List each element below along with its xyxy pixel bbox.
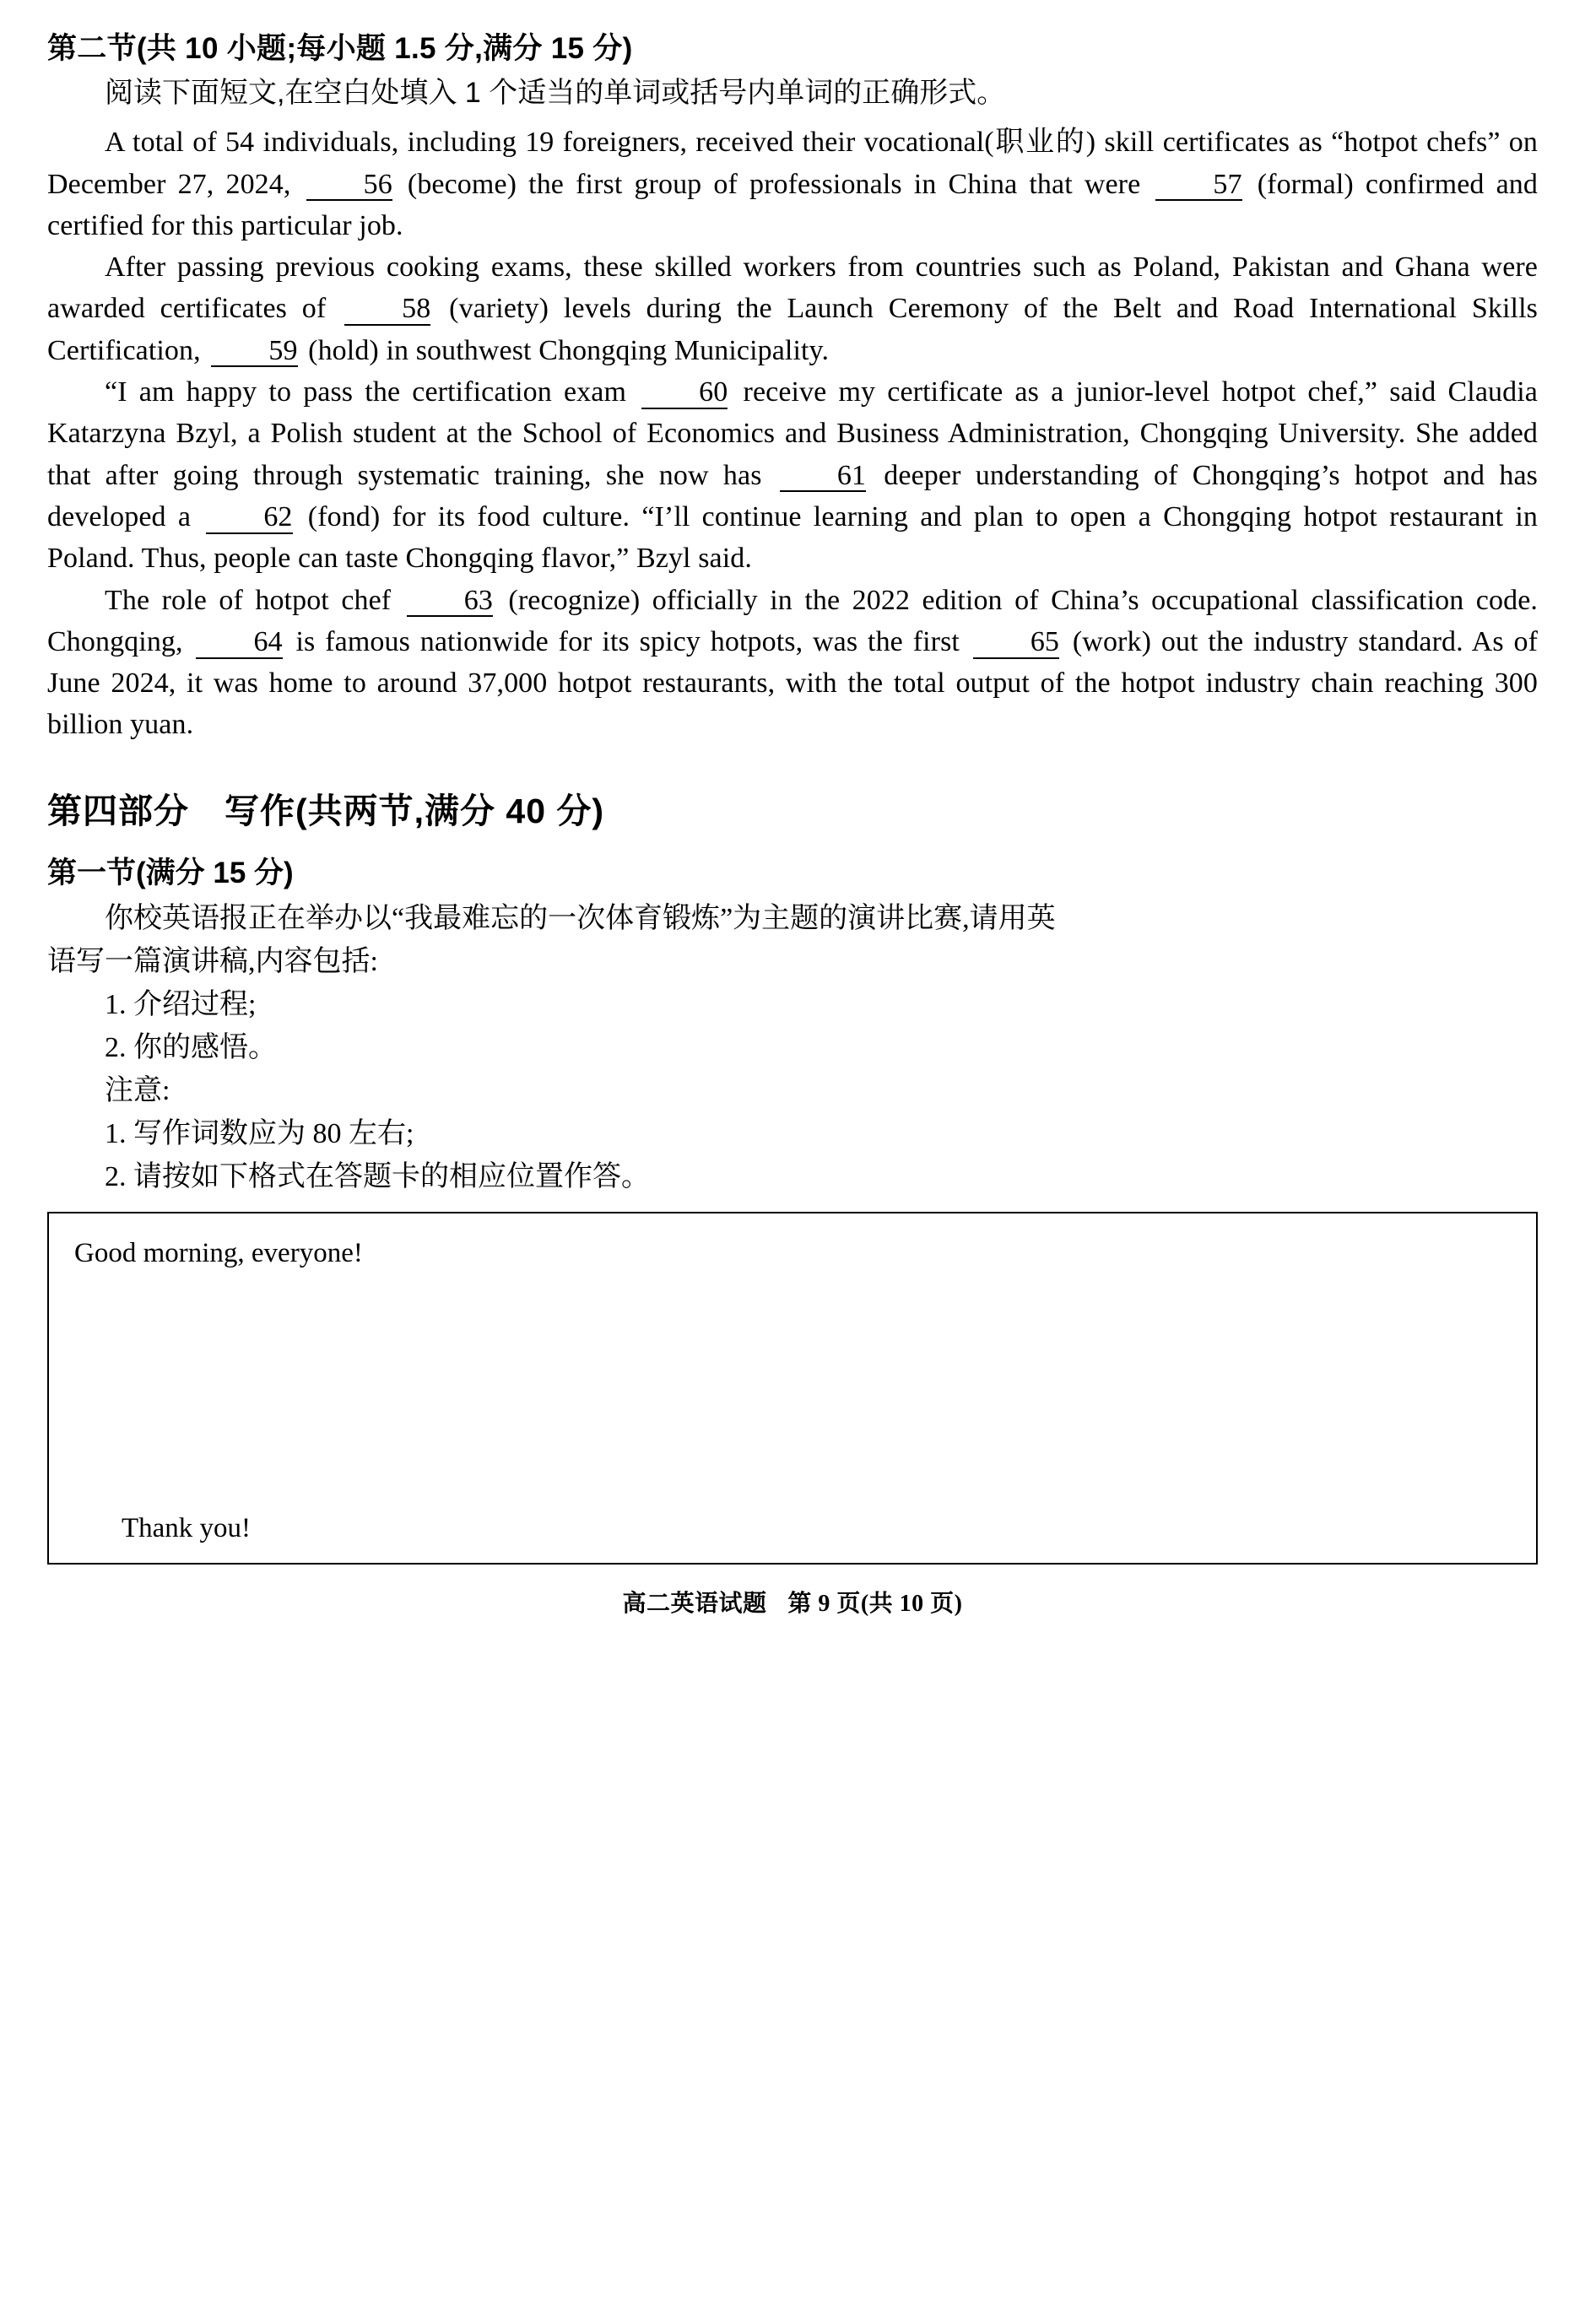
blank-63[interactable]: 63: [407, 586, 493, 618]
cloze-paragraph-2: [47, 246, 1538, 371]
blank-56[interactable]: 56: [306, 170, 392, 202]
writing-prompt-line-1: 你校英语报正在举办以“我最难忘的一次体育锻炼”为主题的演讲比赛,请用英: [105, 902, 1056, 934]
part-4-name: 写作(共两节,满分 40 分): [224, 791, 605, 830]
writing-note-1: 1. 写作词数应为 80 左右;: [105, 1117, 414, 1149]
cloze-p1-seg2: (become) the first group of professionals in China that were: [407, 168, 1141, 200]
blank-60[interactable]: 60: [641, 377, 728, 409]
cloze-paragraph-1: [47, 122, 1538, 246]
cloze-paragraph-3: [47, 371, 1538, 579]
cloze-p4-seg1: The role of hotpot chef: [105, 584, 392, 616]
part-4-label: 第四部分: [47, 791, 189, 830]
cloze-p4-seg4: (work) out the industry standard. As of June 2024, it was home to around 37,000 hotpot restaurants, with the total output of the hotpot industry chain reaching 300 billion yuan.: [47, 625, 1539, 741]
part-4-section-1-heading: 第一节(满分 15 分): [47, 856, 294, 889]
writing-requirement-1: 1. 介绍过程;: [105, 988, 257, 1020]
blank-62[interactable]: 62: [206, 502, 292, 534]
writing-note-2: 2. 请按如下格式在答题卡的相应位置作答。: [105, 1160, 650, 1192]
cloze-p3-seg3: deeper understanding of Chongqing’s hotpot and has developed a: [47, 459, 1538, 532]
blank-58[interactable]: 58: [344, 294, 430, 326]
blank-59[interactable]: 59: [211, 336, 297, 368]
section-2-heading: 第二节(共 10 小题;每小题 1.5 分,满分 15 分): [47, 32, 633, 65]
cloze-p3-seg2: receive my certificate as a junior-level hotpot chef,” said Claudia Katarzyna Bzyl, a Polish student at the School of Economics and Business Administration, Chongqing University. She added that after going through systematic training, she now has: [47, 376, 1538, 491]
cloze-p2-seg2: (variety) levels during the Launch Ceremony of the Belt and Road International Skills Certification,: [47, 293, 1538, 366]
blank-61[interactable]: 61: [780, 461, 866, 493]
part-4-title: [47, 783, 1538, 833]
cloze-p4-seg3: is famous nationwide for its spicy hotpots, was the first: [295, 625, 960, 657]
answer-box-closing: Thank you!: [122, 1512, 252, 1543]
section-2-instruction: 阅读下面短文,在空白处填入 1 个适当的单词或括号内单词的正确形式。: [105, 77, 1006, 110]
footer-page-number: 第 9 页(共 10 页): [787, 1590, 963, 1617]
cloze-p2-seg1: After passing previous cooking exams, these skilled workers from countries such as Poland, Pakistan and Ghana were awarded certificates of: [47, 251, 1538, 325]
writing-prompt-line-2: 语写一篇演讲稿,内容包括:: [47, 945, 378, 977]
cloze-paragraph-4: [47, 580, 1538, 746]
answer-box-opening: Good morning, everyone!: [74, 1237, 363, 1268]
blank-57[interactable]: 57: [1155, 170, 1241, 202]
cloze-p3-seg4: (fond) for its food culture. “I’ll continue learning and plan to open a Chongqing hotpot restaurant in Poland. Thus, people can taste Chongqing flavor,” Bzyl said.: [47, 500, 1539, 575]
cloze-p2-seg3: (hold) in southwest Chongqing Municipality.: [308, 334, 830, 366]
cloze-p1-seg1: A total of 54 individuals, including 19 foreigners, received their vocational(职业的) skill certificates as “hotpot chefs” on December 27, 2024,: [47, 127, 1538, 200]
cloze-p4-seg2: (recognize) officially in the 2022 edition of China’s occupational classification code. Chongqing,: [47, 584, 1538, 657]
footer-subject: 高二英语试题: [622, 1589, 767, 1616]
writing-requirement-2: 2. 你的感悟。: [105, 1031, 277, 1063]
answer-box[interactable]: [47, 1212, 1538, 1565]
page-footer: [47, 1585, 1538, 1619]
cloze-p1-seg3: (formal) confirmed and certified for this particular job.: [47, 168, 1538, 241]
cloze-p3-seg1: “I am happy to pass the certification exam: [105, 376, 626, 408]
blank-64[interactable]: 64: [196, 627, 282, 659]
blank-65[interactable]: 65: [973, 627, 1059, 659]
writing-notes-label: 注意:: [105, 1074, 170, 1106]
